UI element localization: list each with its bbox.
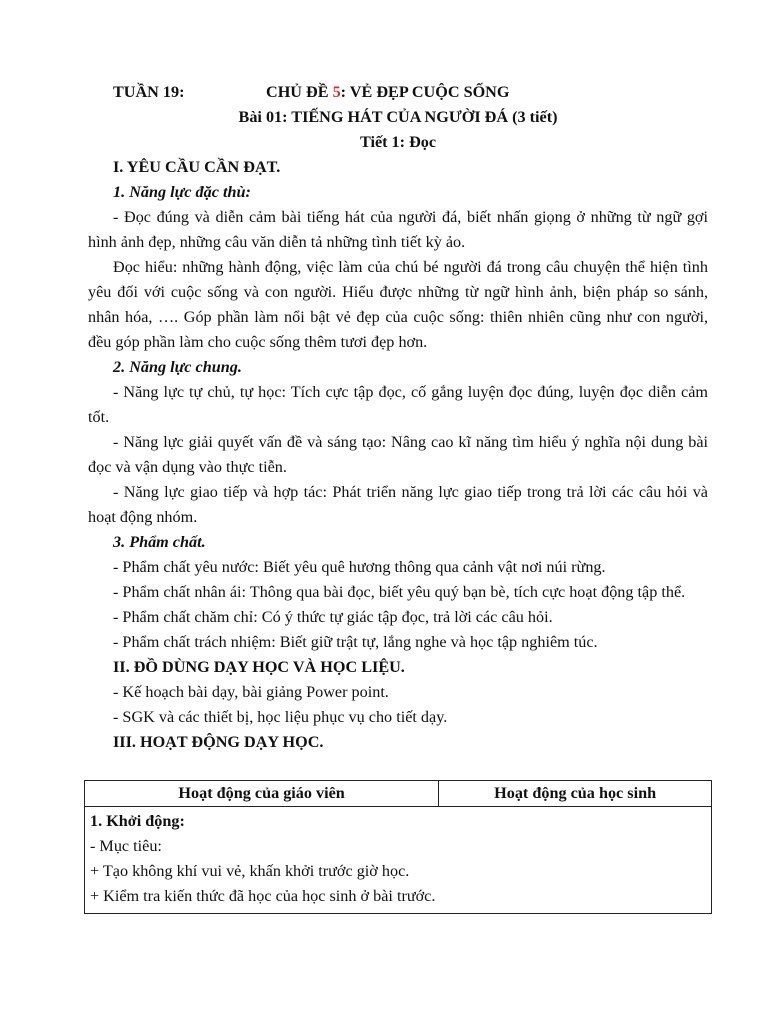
topic-prefix: CHỦ ĐỀ	[266, 83, 333, 101]
table-row	[85, 807, 712, 914]
paragraph: - Kế hoạch bài dạy, bài giảng Power point.	[113, 683, 389, 701]
paragraph: - Năng lực tự chủ, tự học: Tích cực tập đọc, cố gắng luyện đọc đúng, luyện đọc diễn cảm tốt.	[88, 383, 708, 426]
lesson-plan-page	[88, 80, 708, 905]
student-column-header: Hoạt động của học sinh	[439, 781, 712, 807]
paragraph: - Năng lực giải quyết vấn đề và sáng tạo: Nâng cao kĩ năng tìm hiểu ý nghĩa nội dung bài đọc và vận dụng vào thực tiễn.	[88, 433, 708, 476]
subsection-1-heading: 1. Năng lực đặc thù:	[113, 183, 251, 201]
period-title: Tiết 1: Đọc	[359, 133, 437, 151]
table-header-row	[85, 781, 712, 807]
activities-table	[84, 780, 712, 914]
cell-line: + Tạo không khí vui vẻ, khấn khởi trước giờ học.	[90, 862, 410, 880]
subsection-3-heading: 3. Phẩm chất.	[113, 533, 206, 551]
paragraph: - SGK và các thiết bị, học liệu phục vụ cho tiết dạy.	[113, 708, 448, 726]
topic-number: 5	[332, 83, 341, 101]
paragraph: - Năng lực giao tiếp và hợp tác: Phát triển năng lực giao tiếp trong trả lời các câu hỏi và hoạt động nhóm.	[88, 483, 708, 526]
teacher-column-header: Hoạt động của giáo viên	[85, 781, 439, 807]
paragraph: - Phẩm chất chăm chỉ: Có ý thức tự giác tập đọc, trả lời các câu hỏi.	[113, 608, 553, 626]
topic-suffix: : VẺ ĐẸP CUỘC SỐNG	[340, 83, 510, 101]
lesson-title: Bài 01: TIẾNG HÁT CỦA NGƯỜI ĐÁ (3 tiết)	[238, 108, 558, 126]
paragraph: - Phẩm chất trách nhiệm: Biết giữ trật tự, lắng nghe và học tập nghiêm túc.	[113, 633, 598, 651]
cell-line: + Kiểm tra kiến thức đã học của học sinh ở bài trước.	[90, 887, 436, 905]
subsection-2-heading: 2. Năng lực chung.	[113, 358, 242, 376]
warmup-cell	[85, 807, 712, 914]
section-3-heading: III. HOẠT ĐỘNG DẠY HỌC.	[113, 733, 324, 751]
section-1-heading: I. YÊU CẦU CẦN ĐẠT.	[113, 158, 281, 176]
paragraph: Đọc hiểu: những hành động, việc làm của chú bé người đá trong câu chuyện thể hiện tình yêu đối với cuộc sống và con người. Hiểu được những từ ngữ hình ảnh, biện pháp so sánh, nhân hóa, …. Góp phần làm nổi bật vẻ đẹp của cuộc sống: thiên nhiên cũng như con người, đều góp phần làm cho cuộc sống thêm tươi đẹp hơn.	[88, 258, 708, 351]
header-line	[88, 80, 708, 105]
paragraph: - Phẩm chất nhân ái: Thông qua bài đọc, biết yêu quý bạn bè, tích cực hoạt động tập thể.	[113, 583, 686, 601]
paragraph: - Đọc đúng và diễn cảm bài tiếng hát của người đá, biết nhấn giọng ở những từ ngữ gợi hình ảnh đẹp, những câu văn diễn tả những tình tiết kỳ ảo.	[88, 208, 708, 251]
topic-title	[266, 80, 509, 105]
cell-line: - Mục tiêu:	[90, 837, 162, 855]
week-label: TUẦN 19:	[113, 83, 185, 101]
section-2-heading: II. ĐỒ DÙNG DẠY HỌC VÀ HỌC LIỆU.	[113, 658, 405, 676]
warmup-title: 1. Khởi động:	[90, 812, 185, 830]
paragraph: - Phẩm chất yêu nước: Biết yêu quê hương thông qua cảnh vật nơi núi rừng.	[113, 558, 606, 576]
